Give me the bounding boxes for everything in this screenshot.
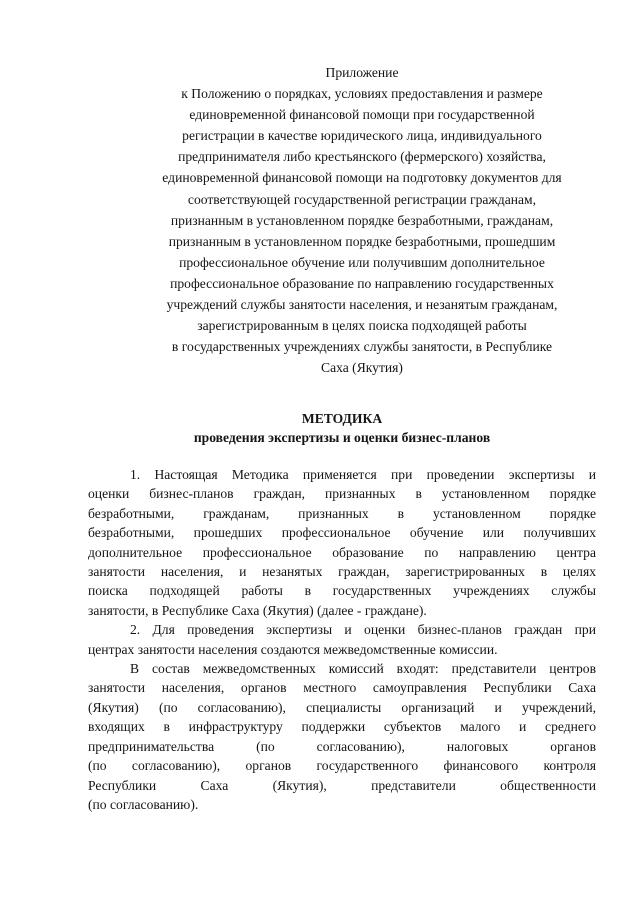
document-title	[88, 409, 596, 447]
body-line: 1. Настоящая Методика применяется при проведении экспертизы и	[130, 467, 596, 482]
body-line: (Якутия) (по согласованию), специалисты организаций и учреждений,	[88, 699, 596, 715]
body-line: предпринимательства (по согласованию), налоговых органов	[88, 738, 596, 754]
appendix-line: предпринимателя либо крестьянского (фермерского) хозяйства,	[178, 149, 546, 165]
appendix-line: Саха (Якутия)	[321, 360, 403, 376]
body-line: центрах занятости населения создаются межведомственные комиссии.	[88, 641, 498, 657]
appendix-line: профессиональное образование по направлению государственных	[170, 275, 554, 291]
appendix-line: учреждений службы занятости населения, и незанятым гражданам,	[166, 297, 558, 313]
appendix-line: единовременной финансовой помощи на подготовку документов для	[162, 170, 562, 186]
appendix-line: регистрации в качестве юридического лица, индивидуального	[182, 128, 542, 144]
paragraph-2	[88, 620, 596, 659]
appendix-line: к Положению о порядках, условиях предоставления и размере	[181, 86, 543, 102]
body-line: оценки бизнес-планов граждан, признанных в установленном порядке	[88, 486, 596, 502]
title-subtitle: проведения экспертизы и оценки бизнес-планов	[193, 430, 491, 445]
appendix-line: в государственных учреждениях службы занятости, в Республике	[171, 339, 553, 355]
paragraph-3	[88, 659, 596, 814]
body-line: (по согласованию), органов государственного финансового контроля	[88, 758, 596, 774]
body-line: входящих в инфраструктуру поддержки субъектов малого и среднего	[88, 719, 596, 735]
body-line: безработными, гражданам, признанных в установленном порядке	[88, 505, 596, 521]
appendix-line: профессиональное обучение или получившим дополнительное	[179, 254, 545, 270]
body-line: безработными, прошедших профессиональное обучение или получивших	[88, 525, 596, 541]
appendix-line: зарегистрированным в целях поиска подходящей работы	[197, 318, 527, 334]
paragraph-1	[88, 465, 596, 620]
appendix-line: признанным в установленном порядке безработными, прошедшим	[168, 233, 556, 249]
appendix-header	[120, 62, 604, 378]
body-line: поиска подходящей работы в государственных учреждениях службы	[88, 583, 596, 599]
document-body	[88, 465, 596, 814]
body-line: В состав межведомственных комиссий входят: представители центров	[130, 661, 596, 677]
body-line: дополнительное профессиональное образование по направлению центра	[88, 544, 596, 560]
body-line: Республики Саха (Якутия), представители общественности	[88, 777, 596, 793]
body-line: занятости населения, и незанятых граждан, зарегистрированных в целях	[88, 564, 596, 580]
title-main: МЕТОДИКА	[301, 411, 383, 426]
appendix-line: единовременной финансовой помощи при государственной	[189, 107, 535, 123]
body-line: 2. Для проведения экспертизы и оценки бизнес-планов граждан при	[130, 622, 596, 638]
appendix-line: признанным в установленном порядке безработными, гражданам,	[170, 212, 554, 228]
body-line: занятости населения, органов местного самоуправления Республики Саха	[88, 680, 596, 696]
body-line: (по согласованию).	[88, 796, 199, 812]
appendix-line: соответствующей государственной регистрации гражданам,	[187, 191, 537, 207]
appendix-line: Приложение	[325, 65, 399, 80]
body-line: занятости, в Республике Саха (Якутия) (далее - граждане).	[88, 602, 427, 618]
